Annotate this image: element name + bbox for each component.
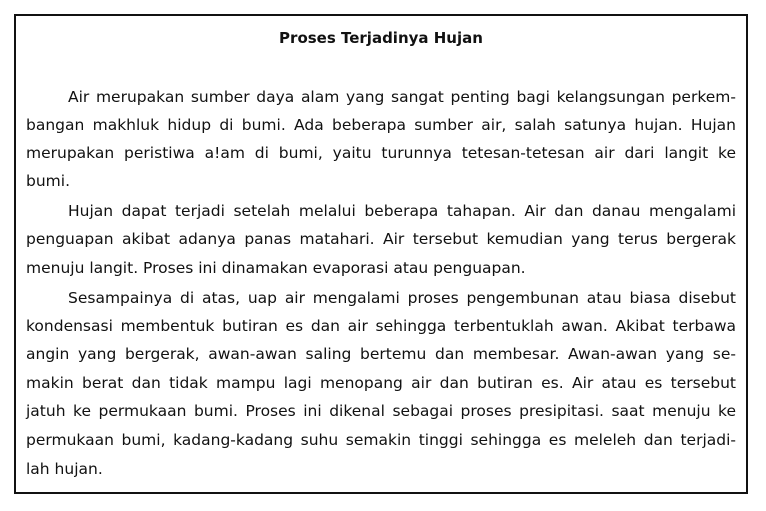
text-line: makin berat dan tidak mampu lagi menopang air dan butiran es. Air atau es tersebut [26, 374, 736, 392]
document-title: Proses Terjadinya Hujan [279, 29, 483, 47]
text-line: jatuh ke permukaan bumi. Proses ini dikenal sebagai proses presipitasi. saat menuju ke [26, 402, 736, 420]
text-line: Air merupakan sumber daya alam yang sangat penting bagi kelangsungan perkem- [68, 88, 736, 106]
text-line: bangan makhluk hidup di bumi. Ada beberapa sumber air, salah satunya hujan. Hujan [26, 116, 736, 134]
text-line: Sesampainya di atas, uap air mengalami proses pengembunan atau biasa disebut [68, 289, 736, 307]
document-frame [14, 14, 748, 494]
text-line: penguapan akibat adanya panas matahari. Air tersebut kemudian yang terus bergerak [26, 230, 736, 248]
text-line: bumi. [26, 172, 70, 190]
text-line: menuju langit. Proses ini dinamakan evaporasi atau penguapan. [26, 259, 526, 277]
text-line: lah hujan. [26, 460, 103, 478]
text-line: merupakan peristiwa a!am di bumi, yaitu turunnya tetesan-tetesan air dari langit ke [26, 144, 736, 162]
text-line: angin yang bergerak, awan-awan saling bertemu dan membesar. Awan-awan yang se- [26, 345, 736, 363]
text-line: permukaan bumi, kadang-kadang suhu semakin tinggi sehingga es meleleh dan terjadi- [26, 431, 736, 449]
text-line: Hujan dapat terjadi setelah melalui beberapa tahapan. Air dan danau mengalami [68, 202, 736, 220]
text-line: kondensasi membentuk butiran es dan air sehingga terbentuklah awan. Akibat terbawa [26, 317, 736, 335]
